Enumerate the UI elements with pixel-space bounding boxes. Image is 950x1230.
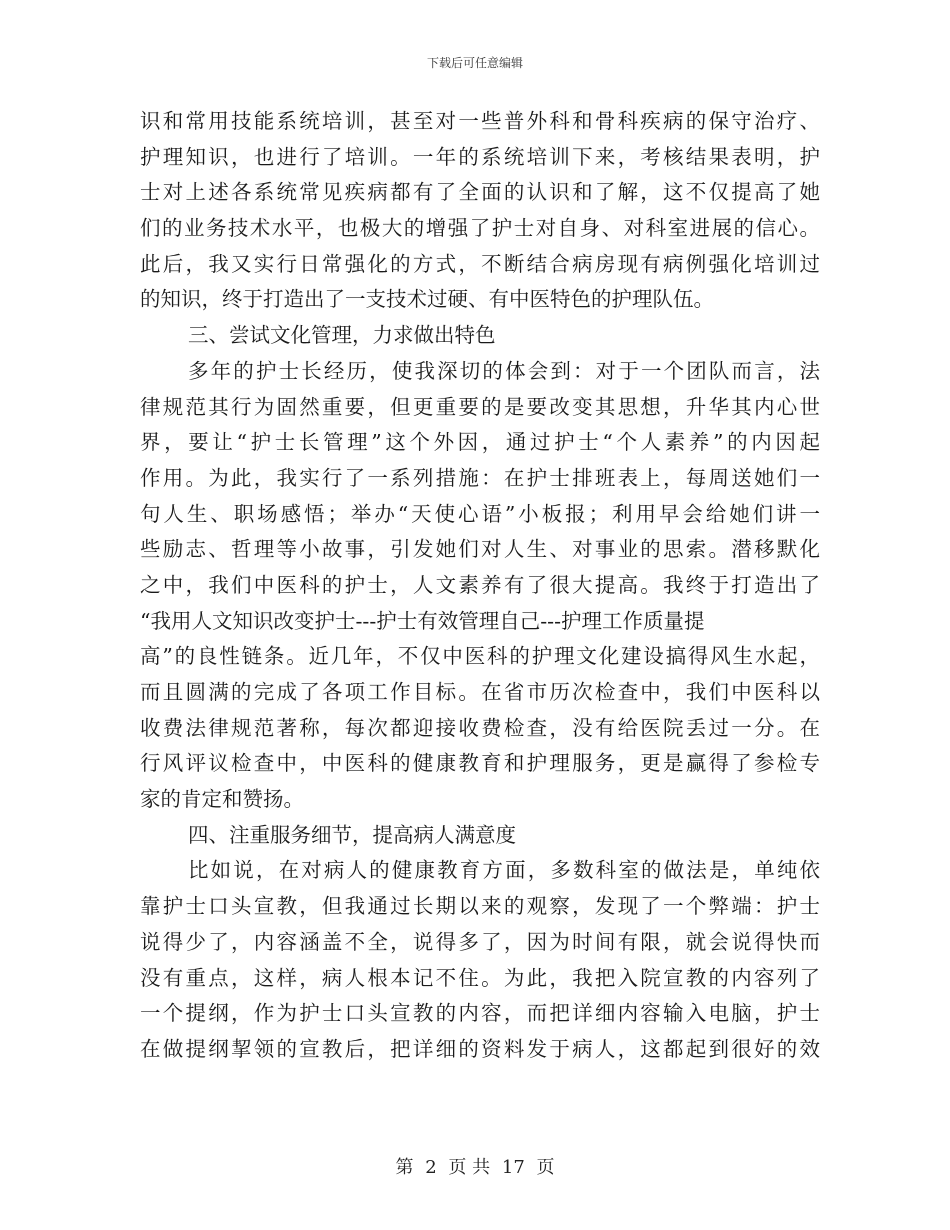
- text-line: 高”的良性链条。近几年，不仅中医科的护理文化建设搞得风生水起，: [140, 644, 820, 669]
- text-line: 而且圆满的完成了各项工作目标。在省市历次检查中，我们中医科以: [140, 680, 820, 704]
- text-line: 一个提纲，作为护士口头宣教的内容，而把详细内容输入电脑，护士: [140, 1001, 820, 1026]
- text-line: 些励志、哲理等小故事，引发她们对人生、对事业的思索。潜移默化: [140, 537, 820, 562]
- text-line: 之中，我们中医科的护士，人文素养有了很大提高。我终于打造出了: [140, 572, 820, 597]
- text-line: 的知识，终于打造出了一支技术过硬、有中医特色的护理队伍。: [140, 287, 714, 312]
- text-line: 靠护士口头宣教，但我通过长期以来的观察，发现了一个弊端：护士: [140, 894, 820, 919]
- text-line: 家的肯定和赞扬。: [140, 787, 304, 812]
- text-line: 界，要让“护士长管理”这个外因，通过护士“个人素养”的内因起: [140, 430, 820, 455]
- page-number-footer: [0, 1153, 950, 1179]
- text-line: 比如说，在对病人的健康教育方面，多数科室的做法是，单纯依: [188, 858, 820, 883]
- footer-suffix: 页: [536, 1157, 555, 1178]
- section-heading-4: 四、注重服务细节，提高病人满意度: [188, 822, 516, 847]
- text-line: 收费法律规范著称，每次都迎接收费检查，没有给医院丢过一分。在: [140, 715, 820, 740]
- document-body: [140, 104, 820, 1068]
- text-line: “我用人文知识改变护士---护士有效管理自己---护理工作质量提: [140, 608, 705, 633]
- section-heading-3: 三、尝试文化管理，力求做出特色: [188, 323, 496, 348]
- text-line: 没有重点，这样，病人根本记不住。为此，我把入院宣教的内容列了: [140, 965, 820, 990]
- footer-total-pages: 17: [501, 1157, 525, 1178]
- text-line: 律规范其行为固然重要，但更重要的是要改变其思想，升华其内心世: [140, 394, 820, 419]
- text-line: 此后，我又实行日常强化的方式，不断结合病房现有病例强化培训过: [140, 251, 820, 276]
- text-line: 们的业务技术水平，也极大的增强了护士对自身、对科室进展的信心。: [140, 216, 820, 241]
- text-line: 在做提纲挈领的宣教后，把详细的资料发于病人，这都起到很好的效: [140, 1036, 820, 1061]
- footer-middle: 页 共: [448, 1157, 491, 1178]
- text-line: 护理知识，也进行了培训。一年的系统培训下来，考核结果表明，护: [140, 144, 820, 169]
- text-line: 士对上述各系统常见疾病都有了全面的认识和了解，这不仅提高了她: [140, 180, 820, 205]
- text-line: 句人生、职场感悟；举办“天使心语”小板报；利用早会给她们讲一: [140, 501, 820, 526]
- header-note: 下载后可任意编辑: [426, 56, 523, 70]
- text-line: 作用。为此，我实行了一系列措施：在护士排班表上，每周送她们一: [140, 465, 820, 490]
- text-line: 识和常用技能系统培训，甚至对一些普外科和骨科疾病的保守治疗、: [140, 109, 820, 133]
- text-line: 说得少了，内容涵盖不全，说得多了，因为时间有限，就会说得快而: [140, 929, 820, 954]
- footer-prefix: 第: [395, 1157, 414, 1178]
- footer-page-number: 2: [425, 1157, 437, 1178]
- text-line: 行风评议检查中，中医科的健康教育和护理服务，更是赢得了参检专: [140, 751, 820, 776]
- text-line: 多年的护士长经历，使我深切的体会到：对于一个团队而言，法: [188, 358, 820, 383]
